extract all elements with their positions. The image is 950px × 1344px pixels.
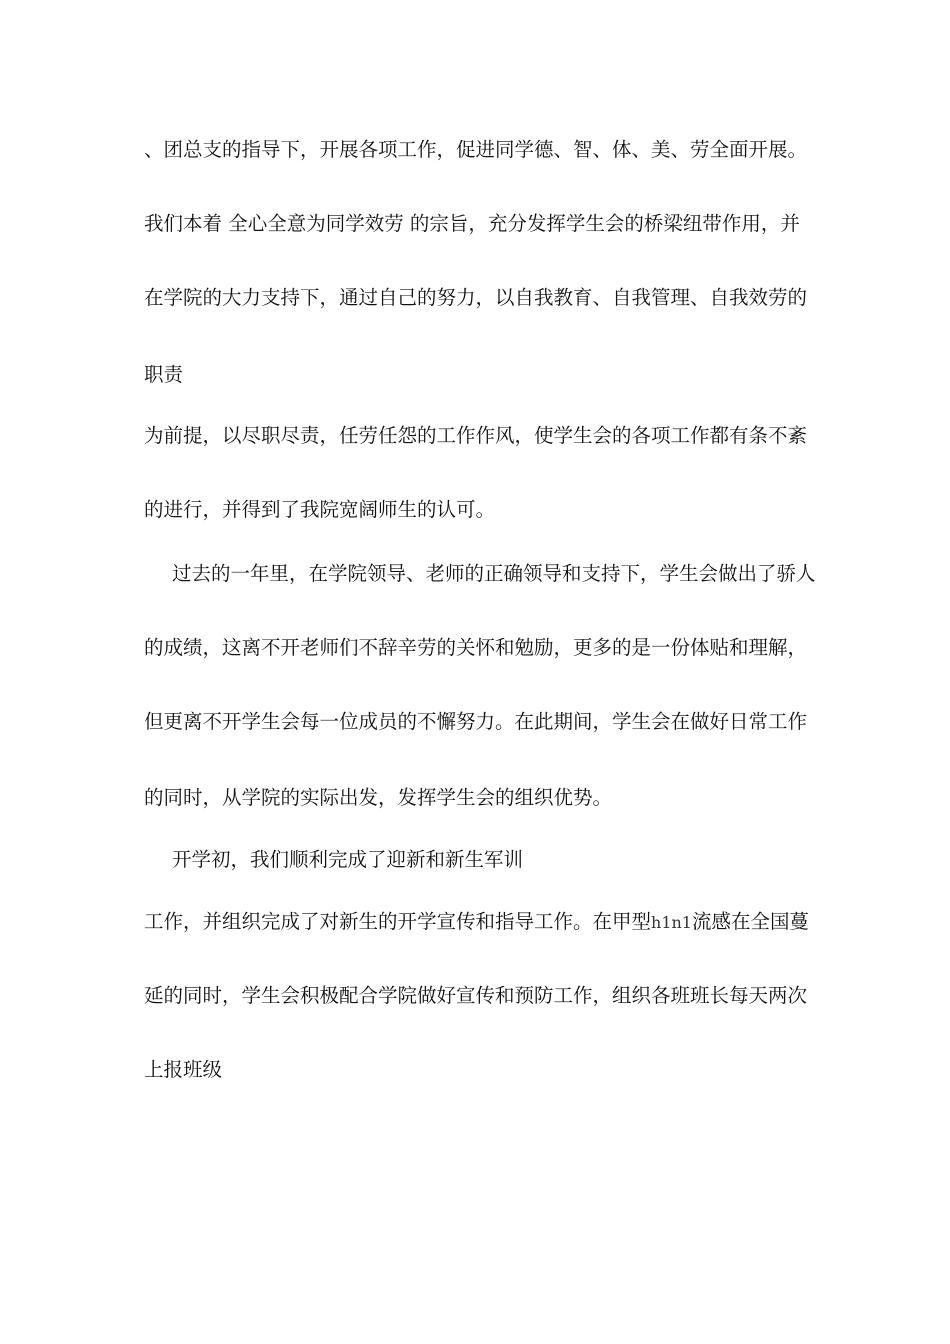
text-line-3: 在学院的大力支持下，通过自己的努力，以自我教育、自我管理、自我效劳的 — [144, 286, 808, 309]
text-line-13: 延的同时，学生会积极配合学院做好宣传和预防工作，组织各班班长每天两次 — [144, 984, 808, 1007]
text-line-1: 、团总支的指导下，开展各项工作，促进同学德、智、体、美、劳全面开展。 — [144, 138, 808, 161]
text-line-6: 的进行，并得到了我院宽阔师生的认可。 — [144, 498, 496, 521]
text-line-12-after: 流感在全国蔓 — [691, 910, 809, 933]
text-line-2: 我们本着 全心全意为同学效劳 的宗旨，充分发挥学生会的桥梁纽带作用，并 — [144, 212, 800, 235]
text-line-8: 的成绩，这离不开老师们不辞辛劳的关怀和勉励，更多的是一份体贴和理解， — [144, 636, 808, 659]
text-line-11-paragraph-start: 开学初，我们顺利完成了迎新和新生军训 — [172, 848, 524, 871]
text-line-7-paragraph-start: 过去的一年里，在学院领导、老师的正确领导和支持下，学生会做出了骄人 — [172, 562, 816, 585]
text-line-5: 为前提，以尽职尽责，任劳任怨的工作作风，使学生会的各项工作都有条不紊 — [144, 424, 808, 447]
text-line-4: 职责 — [144, 363, 184, 386]
text-line-12 — [144, 910, 809, 935]
text-line-14: 上报班级 — [144, 1058, 223, 1081]
text-line-12-latin: h1n1 — [651, 913, 692, 932]
text-line-10: 的同时，从学院的实际出发，发挥学生会的组织优势。 — [144, 786, 613, 809]
text-line-12-before: 工作，并组织完成了对新生的开学宣传和指导工作。在甲型 — [144, 910, 652, 933]
text-line-9: 但更离不开学生会每一位成员的不懈努力。在此期间，学生会在做好日常工作 — [144, 710, 808, 733]
